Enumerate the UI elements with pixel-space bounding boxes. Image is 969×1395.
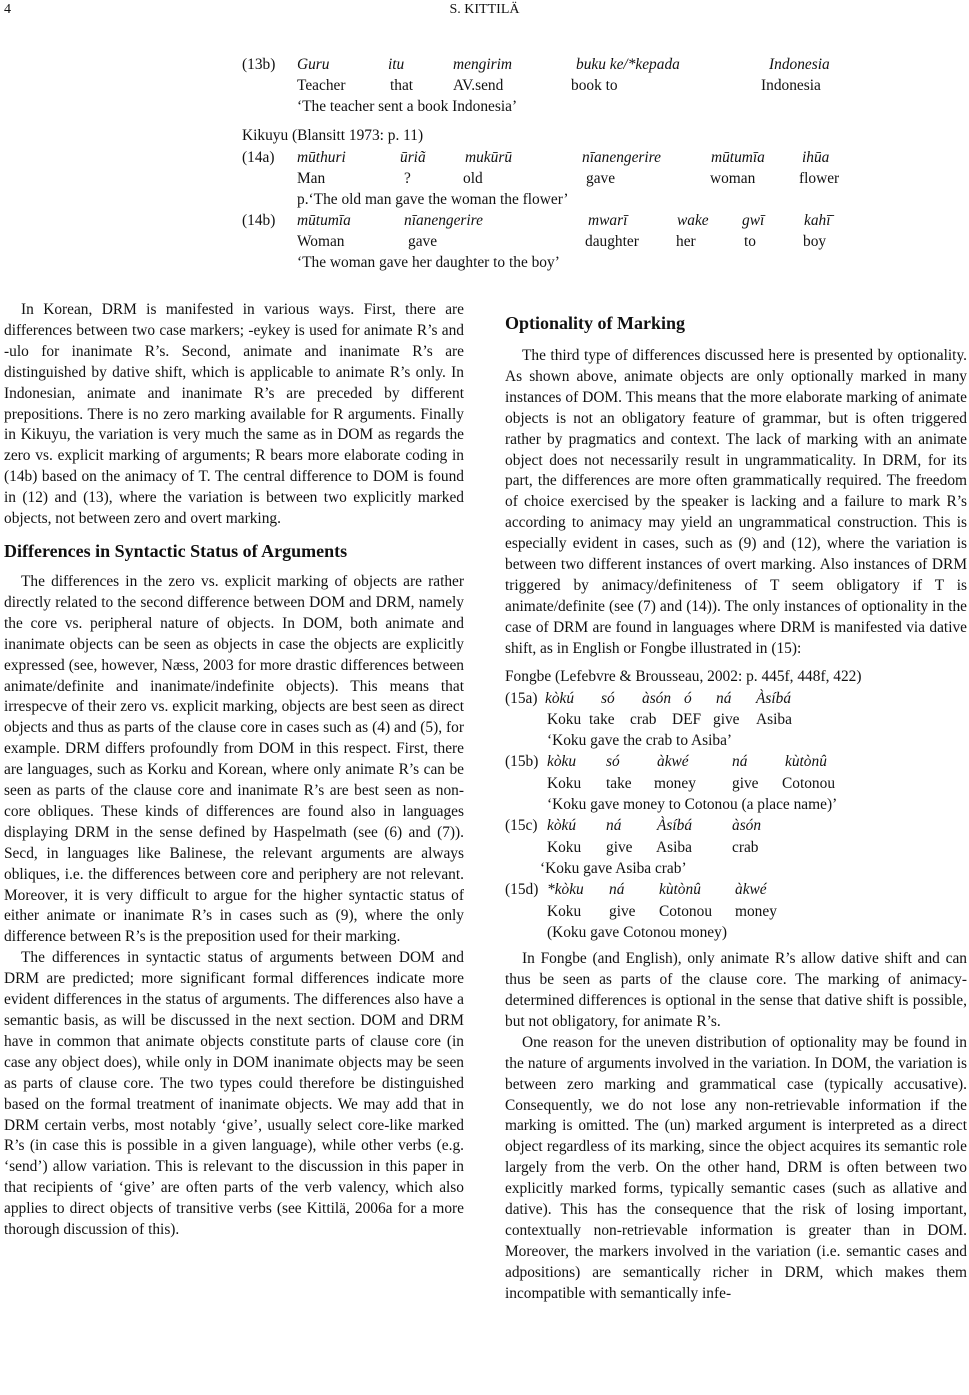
gloss: her	[676, 233, 696, 250]
word: mūtumīa	[711, 149, 765, 166]
gloss: take	[589, 710, 615, 728]
section-heading: Differences in Syntactic Status of Arguments	[4, 540, 348, 561]
gloss: old	[463, 170, 483, 187]
gloss: Cotonou	[782, 774, 836, 792]
example-13b-gloss	[242, 76, 862, 97]
gloss: give	[732, 774, 759, 792]
example-14a-translation: p.‘The old man gave the woman the flower’	[297, 191, 569, 208]
word: wake	[677, 212, 709, 229]
word: *kòku	[547, 881, 584, 899]
example-13b-words	[242, 55, 862, 76]
gloss: Asiba	[656, 838, 692, 856]
gloss: Koku	[547, 774, 582, 792]
example-15b-gloss	[505, 773, 967, 794]
gloss: Koku	[547, 838, 582, 856]
word: mūthuri	[297, 149, 346, 166]
running-title: S. KITTILÄ	[449, 2, 520, 17]
example-15d-translation: (Koku gave Cotonou money)	[547, 923, 727, 941]
gloss: Indonesia	[761, 77, 821, 94]
paragraph: One reason for the uneven distribution of optionality may be found in the nature of arguments involved in the variation. In DOM, the variation is between zero marking and grammatical case (typically accusative). Consequently, we do not lose any non-retrievable information if the marking is omitted. The (un) marked argument is interpreted as a direct object regardless of its marking, since the object acquires its semantic role largely from the verb. On the other hand, DRM is often between two explicitly marked forms, typically semantic cases (such as allative and dative). This has the consequence that the risk of losing important, contextually non-retrievable information is greater than in DOM. Moreover, the markers involved in the variation (i.e. semantic cases and adpositions) are semantically richer in DRM, which makes them incompatible with semantically infe-	[505, 1033, 967, 1302]
example-13b-translation: ‘The teacher sent a book Indonesia’	[297, 98, 518, 115]
paragraph: In Korean, DRM is manifested in various ways. First, there are differences between two case markers; -eykey is used for animate R’s and -ulo for inanimate R’s. Second, animate and inanimate R’s are distinguished by dative shift, which is applicable to animate R’s only. In Indonesian, animate and inanimate R’s are preceded by different prepositions. There is no zero marking available for R arguments. Finally in Kikuyu, the variation is very much the same as in DOM as regards the zero vs. explicit marking of arguments; R bears more elaborate coding in (14b) based on the animacy of T. The central difference to DOM is found in (12) and (13), where the variation is between two explicitly marked objects, not between zero and overt marking.	[4, 301, 464, 528]
example-15a-translation: ‘Koku gave the crab to Asiba’	[547, 732, 733, 750]
gloss: ?	[404, 170, 411, 187]
paragraph: The third type of differences discussed here is presented by optionality. As shown above, animate objects are only optionally marked in many instances of DOM. This means that the more elaborate marking of animate objects is not an obligatory feature of grammar, but is often triggered rather by pragmatics and context. The lack of marking with an animate object does not necessarily result in ungrammaticality. In DRM, for its part, the differences are more often grammatically required. The freedom of choice exercised by the speaker is lacking and a failure to mark R’s according to animacy may yield an ungrammatical construction. This is especially evident in cases, such as (9) and (12), where the variation is between two different instances of overt marking. Also instances of DRM triggered by animacy/definiteness of T seem obligatory if T is animate/definite (see (7) and (14)). The only instances of optionality in the case of DRM are found in languages where DRM is manifested via dative shift, as in English or Fongbe illustrated in (15):	[505, 347, 967, 657]
word: àkwé	[735, 881, 767, 899]
examples-13b-14	[242, 55, 862, 274]
gloss: book to	[571, 77, 618, 94]
example-number: (15c)	[505, 817, 538, 835]
word: mukūrū	[465, 149, 513, 166]
page-number: 4	[4, 2, 11, 17]
word: kùtònû	[785, 753, 827, 771]
gloss: flower	[799, 170, 840, 187]
gloss: gave	[586, 170, 616, 187]
example-number: (14b)	[242, 212, 276, 229]
gloss: crab	[630, 710, 657, 728]
word: ná	[609, 881, 625, 899]
gloss: that	[390, 77, 414, 94]
word: nīanengerire	[582, 149, 661, 166]
example-15d-words	[505, 879, 967, 900]
gloss: Woman	[297, 233, 345, 250]
word: àkwé	[657, 753, 689, 771]
example-14a-gloss	[242, 169, 862, 190]
word: Guru	[297, 56, 330, 73]
gloss: Man	[297, 170, 326, 187]
gloss: Koku	[547, 902, 582, 920]
word: kòku	[547, 753, 577, 771]
example-15a-gloss	[505, 709, 967, 730]
word: gwī	[742, 212, 765, 229]
gloss: money	[654, 774, 696, 792]
gloss: Teacher	[297, 77, 346, 94]
word: ná	[732, 753, 748, 771]
paragraph: The differences in the zero vs. explicit marking of objects are rather directly related to the second difference between DOM and DRM, namely the core vs. peripheral nature of objects. In DOM, both animate and inanimate objects can be seen as objects in case the objects are explicitly expressed (see, however, Næss, 2003 for more drastic differences between animate/definite and inanimate/indefinite objects). This means that irrespecve of their zero vs. explicit marking, objects are best seen as direct objects and thus as parts of the clause core in cases such as (4) and (5), for example. DRM differs profoundly from DOM in this respect. First, there are languages, such as Korku and Korean, where only animate R’s can be seen as parts of the clause core and inanimate R’s are best seen as non-core obliques. These kinds of differences are found also in languages displaying DRM in the sense defined by Haspelmath (see (6) and (7)). Secd, in languages like Balinese, the relevant arguments are always obliques, i.e. the differences between core and periphery are not relevant. Moreover, it is very difficult to argue for the higher syntactic status of either animate or inanimate R’s in cases such as (9), where the only difference between R’s is the preposition used for their marking.	[4, 572, 464, 946]
gloss: gave	[408, 233, 438, 250]
example-source: Kikuyu (Blansitt 1973: p. 11)	[242, 127, 424, 144]
word: kòkú	[547, 817, 577, 835]
word: Àsíbá	[657, 817, 693, 835]
example-15b-words	[505, 751, 967, 772]
example-14b-words	[242, 211, 862, 232]
word: só	[601, 689, 615, 707]
gloss: give	[606, 838, 633, 856]
example-14b-gloss	[242, 232, 862, 253]
gloss: DEF	[672, 710, 702, 728]
word: nīanengerire	[404, 212, 483, 229]
gloss: Koku	[547, 710, 582, 728]
word: kòkú	[545, 689, 575, 707]
example-number: (15b)	[505, 753, 539, 771]
word: àsón	[642, 689, 672, 707]
word: àsón	[732, 817, 762, 835]
word: mwarī	[588, 212, 628, 229]
paragraph: The differences in syntactic status of arguments between DOM and DRM are predicted; more significant formal differences indicate more evident differences in the status of arguments. The differences also have a semantic basis, as will be discussed in the next section. DOM and DRM have in common that animate objects constitute parts of clause core (in case any object does), while only in DOM inanimate objects may be seen as parts of clause core. The two types could therefore be distinguished based on the formal treatment of inanimate objects. We may add that in DRM certain verbs, most notably ‘give’, usually select core-like marked R’s (in case this is possible in a given language), while other verbs (e.g. ‘send’) allow variation. This is relevant to the discussion in this paper in that recipients of ‘give’ are often parts of the verb valency, which also applies to direct objects of transitive verbs (see Kittilä, 2006a for a more thorough discussion of this).	[4, 949, 464, 1239]
gloss: to	[744, 233, 756, 250]
example-15a-words	[505, 688, 967, 709]
word: ó	[684, 689, 692, 707]
example-number: (13b)	[242, 56, 276, 73]
word: mengirim	[453, 56, 512, 73]
paragraph: In Fongbe (and English), only animate R’s allow dative shift and can thus be seen as parts of the clause core. The marking of animacy-determined differences is optional in the sense that dative shift is possible, but not obligatory, for animate R’s.	[505, 950, 967, 1030]
word: mūtumīa	[297, 212, 351, 229]
example-15c-words	[505, 815, 967, 836]
word: ná	[716, 689, 732, 707]
gloss: take	[606, 774, 632, 792]
example-source: Fongbe (Lefebvre & Brousseau, 2002: p. 445f, 448f, 422)	[505, 667, 862, 685]
example-15c-gloss	[505, 837, 967, 858]
word: Indonesia	[769, 56, 830, 73]
gloss: Cotonou	[659, 902, 713, 920]
gloss: daughter	[585, 233, 639, 250]
fongbe-examples	[505, 666, 967, 944]
gloss: crab	[732, 838, 759, 856]
example-14b-translation: ‘The woman gave her daughter to the boy’	[297, 254, 560, 271]
section-heading: Optionality of Marking	[505, 313, 686, 333]
word: só	[606, 753, 620, 771]
word: itu	[388, 56, 405, 73]
gloss: boy	[803, 233, 827, 250]
word: ihūa	[802, 149, 830, 166]
example-number: (15a)	[505, 689, 538, 707]
word: ná	[606, 817, 622, 835]
example-number: (14a)	[242, 149, 275, 166]
example-15b-translation: ‘Koku gave money to Cotonou (a place name)’	[547, 796, 838, 814]
word: ūriã	[400, 149, 426, 166]
gloss: give	[713, 710, 740, 728]
example-number: (15d)	[505, 881, 539, 899]
gloss: Asiba	[756, 710, 792, 728]
word: buku ke/*kepada	[576, 56, 680, 73]
example-15c-translation: ‘Koku gave Asiba crab’	[540, 859, 687, 877]
word: Àsíbá	[756, 689, 792, 707]
right-column	[505, 312, 967, 1305]
gloss: woman	[710, 170, 756, 187]
example-15d-gloss	[505, 901, 967, 922]
gloss: AV.send	[453, 77, 504, 94]
gloss: money	[735, 902, 777, 920]
word: kahī̄	[804, 212, 831, 229]
word: kùtònû	[659, 881, 701, 899]
example-14a-words	[242, 148, 862, 169]
page-header	[4, 2, 965, 22]
left-column	[4, 300, 464, 1241]
gloss: give	[609, 902, 636, 920]
